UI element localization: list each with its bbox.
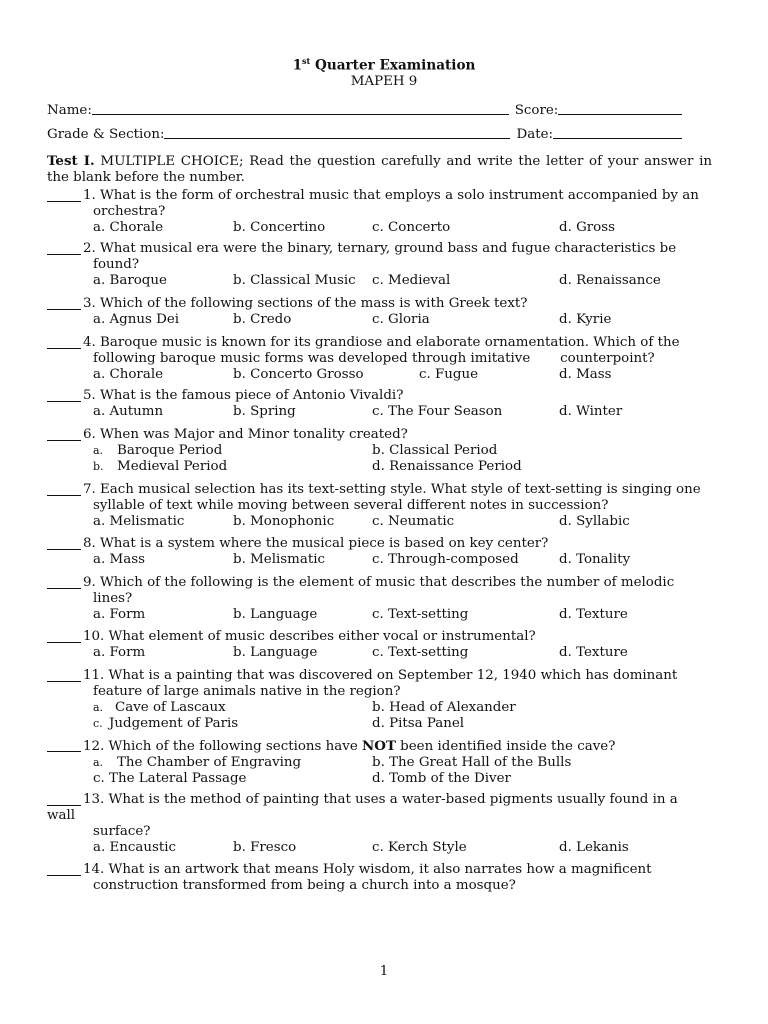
option-b: b. Language: [233, 645, 318, 660]
question-3: 3. Which of the following sections of the mass is with Greek text? a. Agnus Dei b. Credo c. Gloria d. Kyrie: [47, 296, 712, 328]
option-a: Baroque Period: [117, 443, 223, 458]
option-c: Medieval Period: [117, 459, 228, 474]
options-12-row1: [47, 755, 712, 771]
option-c: c. Medieval: [372, 273, 451, 288]
option-c: c. Gloria: [372, 312, 430, 327]
question-4: 4. Baroque music is known for its grandiose and elaborate ornamentation. Which of the following baroque music forms was developed through imitative counterpoint? a. Chorale b. Concerto Grosso c. Fugue d. Mass: [47, 335, 712, 383]
answer-blank-4[interactable]: [47, 335, 81, 349]
option-a: The Chamber of Engraving: [117, 755, 302, 770]
grade-section-field[interactable]: [164, 124, 510, 139]
instructions-text: MULTIPLE CHOICE; Read the question carefully and write the letter of your answer in the blank before the number.: [47, 154, 712, 185]
options-13: [47, 840, 712, 856]
date-label: Date:: [516, 127, 554, 142]
option-d: d. Lekanis: [559, 840, 629, 855]
answer-blank-6[interactable]: [47, 427, 81, 441]
option-b: b. Head of Alexander: [372, 700, 516, 715]
option-d: d. Renaissance: [559, 273, 661, 288]
option-d: d. Mass: [559, 367, 612, 382]
option-c: c. Text-setting: [372, 607, 469, 622]
options-5: [47, 404, 712, 420]
option-b: b. Monophonic: [233, 514, 335, 529]
option-c-letter: c.: [93, 717, 103, 730]
option-b: b. Spring: [233, 404, 296, 419]
grade-date-row: [47, 124, 682, 142]
options-11-row1: [47, 700, 712, 716]
test-instructions: [47, 153, 712, 186]
option-d: d. Tomb of the Diver: [372, 771, 511, 786]
question-7: 7. Each musical selection has its text-setting style. What style of text-setting is singing one syllable of text while moving between several different notes in succession? a. Melismatic b. Monophonic c. Neumatic d. Syllabic: [47, 482, 712, 530]
options-6-row2: [47, 459, 712, 475]
grade-section-label: Grade & Section:: [47, 127, 165, 142]
options-2: [47, 273, 712, 289]
option-b-letter: b.: [93, 460, 104, 473]
answer-blank-5[interactable]: [47, 388, 81, 402]
option-c: c. The Lateral Passage: [93, 771, 247, 786]
option-a: a. Agnus Dei: [93, 312, 180, 327]
question-5: 5. What is the famous piece of Antonio Vivaldi? a. Autumn b. Spring c. The Four Season d. Winter: [47, 388, 712, 420]
name-field[interactable]: [92, 100, 509, 115]
option-d: d. Gross: [559, 220, 615, 235]
exam-title-block: [0, 54, 768, 89]
options-9: [47, 607, 712, 623]
option-d: d. Texture: [559, 607, 628, 622]
emphasis-not: NOT: [362, 738, 396, 754]
option-c: c. Neumatic: [372, 514, 455, 529]
option-a: a. Melismatic: [93, 514, 185, 529]
answer-blank-7[interactable]: [47, 482, 81, 496]
answer-blank-3[interactable]: [47, 296, 81, 310]
option-d: d. Tonality: [559, 552, 631, 567]
option-d: d. Syllabic: [559, 514, 630, 529]
answer-blank-9[interactable]: [47, 575, 81, 589]
option-a: Cave of Lascaux: [115, 700, 226, 715]
name-label: Name:: [47, 103, 92, 118]
option-b: b. Credo: [233, 312, 292, 327]
option-d: d. Pitsa Panel: [372, 716, 465, 731]
options-11-row2: [47, 716, 712, 732]
option-a: a. Chorale: [93, 367, 164, 382]
answer-blank-13[interactable]: [47, 792, 81, 806]
date-field[interactable]: [553, 124, 682, 139]
answer-blank-12[interactable]: [47, 738, 81, 752]
options-6-row1: [47, 443, 712, 459]
option-c: c. Through-composed: [372, 552, 519, 567]
answer-blank-10[interactable]: [47, 629, 81, 643]
name-score-row: [47, 100, 682, 118]
answer-blank-2[interactable]: [47, 241, 81, 255]
exam-title: 1st Quarter Examination: [292, 56, 476, 74]
question-6: 6. When was Major and Minor tonality created? a. Baroque Period b. Classical Period b. Medieval Period d. Renaissance Period: [47, 427, 712, 475]
question-2: 2. What musical era were the binary, ternary, ground bass and fugue characteristics be found? a. Baroque b. Classical Music c. Medieval d. Renaissance: [47, 241, 712, 289]
option-b: b. Classical Music: [233, 273, 356, 288]
options-4: [47, 367, 712, 383]
option-a: a. Autumn: [93, 404, 164, 419]
option-d: d. Renaissance Period: [372, 459, 522, 474]
question-13: 13. What is the method of painting that uses a water-based pigments usually found in a wall surface? a. Encaustic b. Fresco c. Kerch Style d. Lekanis: [47, 792, 712, 856]
option-b: b. Concerto Grosso: [233, 367, 364, 382]
question-11: 11. What is a painting that was discovered on September 12, 1940 which has dominant feature of large animals native in the region? a. Cave of Lascaux b. Head of Alexander c. Judgement of Paris d. Pitsa Panel: [47, 668, 712, 732]
option-a: a. Encaustic: [93, 840, 177, 855]
option-a: a. Mass: [93, 552, 145, 567]
option-b: b. Fresco: [233, 840, 297, 855]
answer-blank-8[interactable]: [47, 536, 81, 550]
page-number: 1: [379, 964, 389, 979]
options-3: [47, 312, 712, 328]
option-a: a. Form: [93, 607, 146, 622]
question-12: 12. Which of the following sections have NOT been identified inside the cave? a. The Chamber of Engraving b. The Great Hall of the Bulls c. The Lateral Passage d. Tomb of the Diver: [47, 738, 712, 787]
option-b: b. Classical Period: [372, 443, 498, 458]
option-c: c. Fugue: [419, 367, 479, 382]
option-a-letter: a.: [93, 444, 104, 457]
option-d: d. Kyrie: [559, 312, 612, 327]
test-label: Test I.: [47, 153, 95, 169]
option-c: Judgement of Paris: [109, 716, 239, 731]
option-b: b. Melismatic: [233, 552, 326, 567]
option-b: b. Language: [233, 607, 318, 622]
option-a: a. Form: [93, 645, 146, 660]
options-1: [47, 220, 712, 236]
question-14: 14. What is an artwork that means Holy wisdom, it also narrates how a magnificent construction transformed from being a church into a mosque?: [47, 862, 712, 894]
option-a: a. Chorale: [93, 220, 164, 235]
option-a: a. Baroque: [93, 273, 167, 288]
option-a-letter: a.: [93, 701, 104, 714]
question-10: 10. What element of music describes either vocal or instrumental? a. Form b. Language c. Text-setting d. Texture: [47, 629, 712, 661]
answer-blank-14[interactable]: [47, 862, 81, 876]
score-label: Score:: [514, 103, 559, 118]
options-12-row2: [47, 771, 712, 787]
options-8: [47, 552, 712, 568]
question-8: 8. What is a system where the musical piece is based on key center? a. Mass b. Melismatic c. Through-composed d. Tonality: [47, 536, 712, 568]
option-c: c. Text-setting: [372, 645, 469, 660]
answer-blank-1[interactable]: [47, 188, 81, 202]
options-7: [47, 514, 712, 530]
score-field[interactable]: [558, 100, 682, 115]
option-c: c. Concerto: [372, 220, 451, 235]
question-9: 9. Which of the following is the element of music that describes the number of melodic lines? a. Form b. Language c. Text-setting d. Texture: [47, 575, 712, 623]
option-c: c. Kerch Style: [372, 840, 467, 855]
option-c: c. The Four Season: [372, 404, 503, 419]
option-b: b. Concertino: [233, 220, 326, 235]
option-b: b. The Great Hall of the Bulls: [372, 755, 572, 770]
answer-blank-11[interactable]: [47, 668, 81, 682]
exam-subtitle: MAPEH 9: [350, 73, 418, 89]
question-1: 1. What is the form of orchestral music that employs a solo instrument accompanied by an orchestra? a. Chorale b. Concertino c. Concerto d. Gross: [47, 188, 712, 236]
option-a-letter: a.: [93, 756, 104, 769]
options-10: [47, 645, 712, 661]
option-d: d. Texture: [559, 645, 628, 660]
option-d: d. Winter: [559, 404, 623, 419]
